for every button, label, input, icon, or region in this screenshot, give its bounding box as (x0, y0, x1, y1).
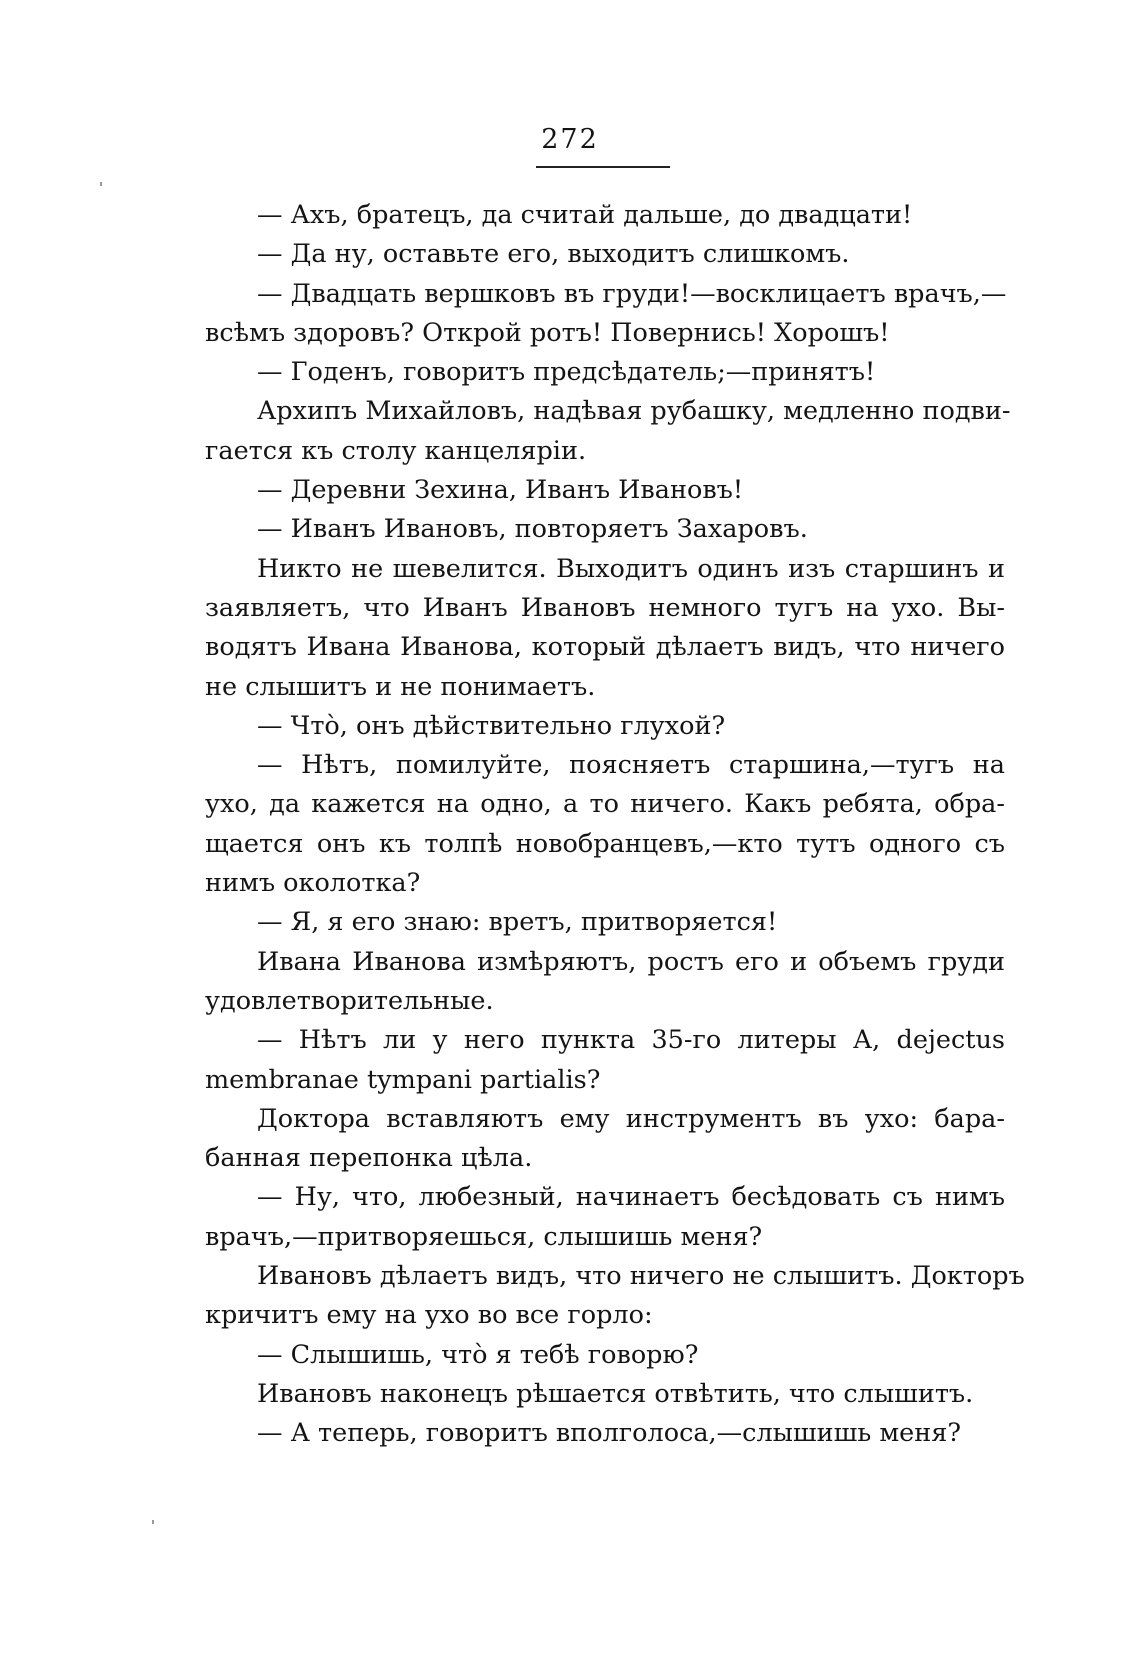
text-line: ухо, да кажется на одно, а то ничего. Какъ ребята, обра- (205, 789, 1005, 820)
text-line: — Иванъ Ивановъ, повторяетъ Захаровъ. (257, 514, 808, 545)
text-line: Архипъ Михайловъ, надѣвая рубашку, медленно подви- (257, 396, 1011, 427)
text-line: водятъ Ивана Иванова, который дѣлаетъ видъ, что ничего (205, 632, 1005, 663)
text-line: — Ахъ, братецъ, да считай дальше, до двадцати! (257, 200, 913, 230)
text-line: Ивановъ дѣлаетъ видъ, что ничего не слышитъ. Докторъ (257, 1261, 1025, 1292)
text-line: кричитъ ему на ухо во все горло: (205, 1300, 653, 1331)
text-line: — Деревни Зехина, Иванъ Ивановъ! (257, 475, 744, 506)
text-line: — Нѣтъ, помилуйте, поясняетъ старшина,—тугъ на (257, 750, 1005, 781)
text-line: — А теперь, говоритъ вполголоса,—слышишь меня? (257, 1418, 962, 1449)
text-line: нимъ околотка? (205, 868, 421, 899)
text-line: щается онъ къ толпѣ новобранцевъ,—кто тутъ одного съ (205, 828, 1005, 859)
text-line: — Двадцать вершковъ въ груди!—восклицаетъ врачъ,— (257, 278, 1007, 309)
text-line: — Да ну, оставьте его, выходитъ слишкомъ. (257, 239, 850, 270)
text-line: Ивана Иванова измѣряютъ, ростъ его и объемъ груди (257, 946, 1005, 977)
text-line: membranae tympani partialis? (205, 1064, 601, 1095)
text-line: — Чтò, онъ дѣйствительно глухой? (257, 710, 726, 741)
text-line: — Годенъ, говоритъ предсѣдатель;—принятъ! (257, 357, 876, 388)
text-line: Никто не шевелится. Выходитъ одинъ изъ старшинъ и (257, 553, 1005, 584)
scan-speck (100, 182, 102, 186)
text-line: Ивановъ наконецъ рѣшается отвѣтить, что слышитъ. (257, 1378, 974, 1409)
text-line: — Слышишь, чтò я тебѣ говорю? (257, 1339, 699, 1370)
text-line: — Я, я его знаю: вретъ, притворяется! (257, 907, 778, 938)
text-line: врачъ,—притворяешься, слышишь меня? (205, 1221, 763, 1252)
text-line: банная перепонка цѣла. (205, 1143, 533, 1174)
text-line: не слышитъ и не понимаетъ. (205, 671, 596, 702)
scan-speck (152, 1520, 154, 1524)
text-line: всѣмъ здоровъ? Открой ротъ! Повернись! Хорошъ! (205, 317, 890, 348)
text-line: удовлетворительные. (205, 985, 494, 1016)
text-line: — Ну, что, любезный, начинаетъ бесѣдовать съ нимъ (257, 1182, 1005, 1213)
text-line: Доктора вставляютъ ему инструментъ въ ухо: бара- (257, 1103, 1005, 1134)
text-line: гается къ столу канцеляріи. (205, 435, 587, 466)
text-line: — Нѣтъ ли у него пункта 35-го литеры А, dejectus (257, 1025, 1005, 1056)
text-line: заявляетъ, что Иванъ Ивановъ немного тугъ на ухо. Вы- (205, 592, 1005, 623)
body-text (205, 196, 1025, 1454)
page-number: 272 (541, 124, 599, 155)
header-rule (536, 166, 670, 168)
